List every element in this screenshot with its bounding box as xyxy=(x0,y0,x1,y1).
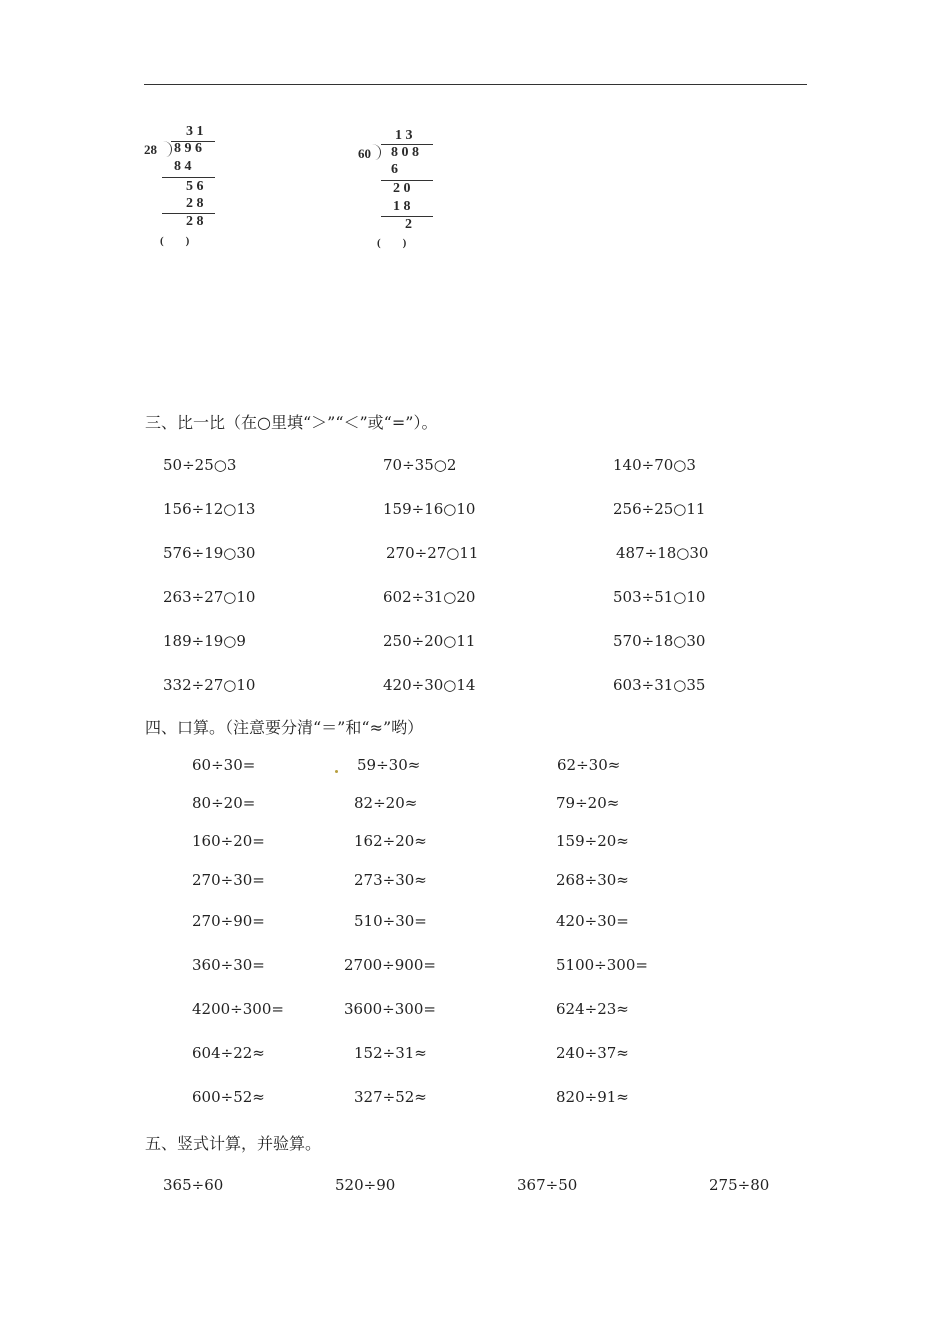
compare-item: 140÷70○3 xyxy=(613,456,696,474)
compare-item: 603÷31○35 xyxy=(613,676,706,694)
step-line-1: 6 xyxy=(391,162,398,177)
section-5-heading: 五、竖式计算，并验算。 xyxy=(145,1134,322,1153)
mental-calc-item: 240÷37≈ xyxy=(556,1044,629,1062)
compare-item: 602÷31○20 xyxy=(383,588,476,606)
compare-item: 156÷12○13 xyxy=(163,500,256,518)
compare-item: 503÷51○10 xyxy=(613,588,706,606)
mental-calc-item: 60÷30= xyxy=(192,756,256,774)
mental-calc-item: 600÷52≈ xyxy=(192,1088,265,1106)
compare-item: 159÷16○10 xyxy=(383,500,476,518)
quotient: 3 1 xyxy=(186,124,204,139)
mental-calc-item: 327÷52≈ xyxy=(354,1088,427,1106)
compare-item: 70÷35○2 xyxy=(383,456,457,474)
compare-item: 332÷27○10 xyxy=(163,676,256,694)
check-blank: ( ) xyxy=(377,237,407,249)
compare-item: 576÷19○30 xyxy=(163,544,256,562)
step-line-2: 2 0 xyxy=(393,181,411,196)
vertical-calc-item: 365÷60 xyxy=(163,1176,224,1194)
mental-calc-item: 152÷31≈ xyxy=(354,1044,427,1062)
mental-calc-item: 273÷30≈ xyxy=(354,871,427,889)
mental-calc-item: 604÷22≈ xyxy=(192,1044,265,1062)
mental-calc-item: 360÷30= xyxy=(192,956,265,974)
compare-item: 420÷30○14 xyxy=(383,676,476,694)
dividend: 8 0 8 xyxy=(391,145,419,160)
mental-calc-item: 270÷90= xyxy=(192,912,265,930)
mental-calc-item: 5100÷300= xyxy=(556,956,648,974)
mental-calc-item: 820÷91≈ xyxy=(556,1088,629,1106)
long-division-example-1 xyxy=(140,122,230,252)
divisor: 28 xyxy=(144,142,157,157)
compare-item: 250÷20○11 xyxy=(383,632,476,650)
step-line-4: 2 xyxy=(405,217,412,232)
vertical-calc-item: 520÷90 xyxy=(335,1176,396,1194)
mental-calc-item: 159÷20≈ xyxy=(556,832,629,850)
mental-calc-item: 82÷20≈ xyxy=(354,794,418,812)
mental-calc-item: 59÷30≈ xyxy=(357,756,421,774)
compare-item: 189÷19○9 xyxy=(163,632,246,650)
vertical-calc-item: 367÷50 xyxy=(517,1176,578,1194)
step-line-2: 5 6 xyxy=(186,179,204,194)
mental-calc-item: 510÷30= xyxy=(354,912,427,930)
mental-calc-item: 2700÷900= xyxy=(344,956,436,974)
step-line-3: 2 8 xyxy=(186,196,204,211)
section-4-heading: 四、口算。（注意要分清“＝”和“≈”哟） xyxy=(145,718,424,737)
compare-item: 256÷25○11 xyxy=(613,500,706,518)
divisor: 60 xyxy=(358,146,371,161)
step-line-3: 1 8 xyxy=(393,199,411,214)
vertical-calc-item: 275÷80 xyxy=(709,1176,770,1194)
compare-item: 570÷18○30 xyxy=(613,632,706,650)
mental-calc-item: 3600÷300= xyxy=(344,1000,436,1018)
mental-calc-item: 80÷20= xyxy=(192,794,256,812)
quotient: 1 3 xyxy=(395,128,413,143)
compare-item: 50÷25○3 xyxy=(163,456,237,474)
mental-calc-item: 420÷30= xyxy=(556,912,629,930)
section-3-heading: 三、比一比（在○里填“＞”“＜”或“=”）。 xyxy=(145,413,438,432)
step-line-4: 2 8 xyxy=(186,214,204,229)
check-blank: ( ) xyxy=(160,235,190,247)
mental-calc-item: 160÷20= xyxy=(192,832,265,850)
mental-calc-item: 4200÷300= xyxy=(192,1000,284,1018)
compare-item: 263÷27○10 xyxy=(163,588,256,606)
compare-item: 487÷18○30 xyxy=(616,544,709,562)
compare-item: 270÷27○11 xyxy=(386,544,479,562)
dividend: 8 9 6 xyxy=(174,141,202,156)
mental-calc-item: 162÷20≈ xyxy=(354,832,427,850)
top-divider-line xyxy=(144,84,807,85)
mental-calc-item: 268÷30≈ xyxy=(556,871,629,889)
mental-calc-item: 270÷30= xyxy=(192,871,265,889)
step-line-1: 8 4 xyxy=(174,159,192,174)
mental-calc-item: 624÷23≈ xyxy=(556,1000,629,1018)
mental-calc-item: 79÷20≈ xyxy=(556,794,620,812)
mental-calc-item: 62÷30≈ xyxy=(557,756,621,774)
stray-dot xyxy=(335,770,338,773)
long-division-example-2 xyxy=(355,126,450,256)
